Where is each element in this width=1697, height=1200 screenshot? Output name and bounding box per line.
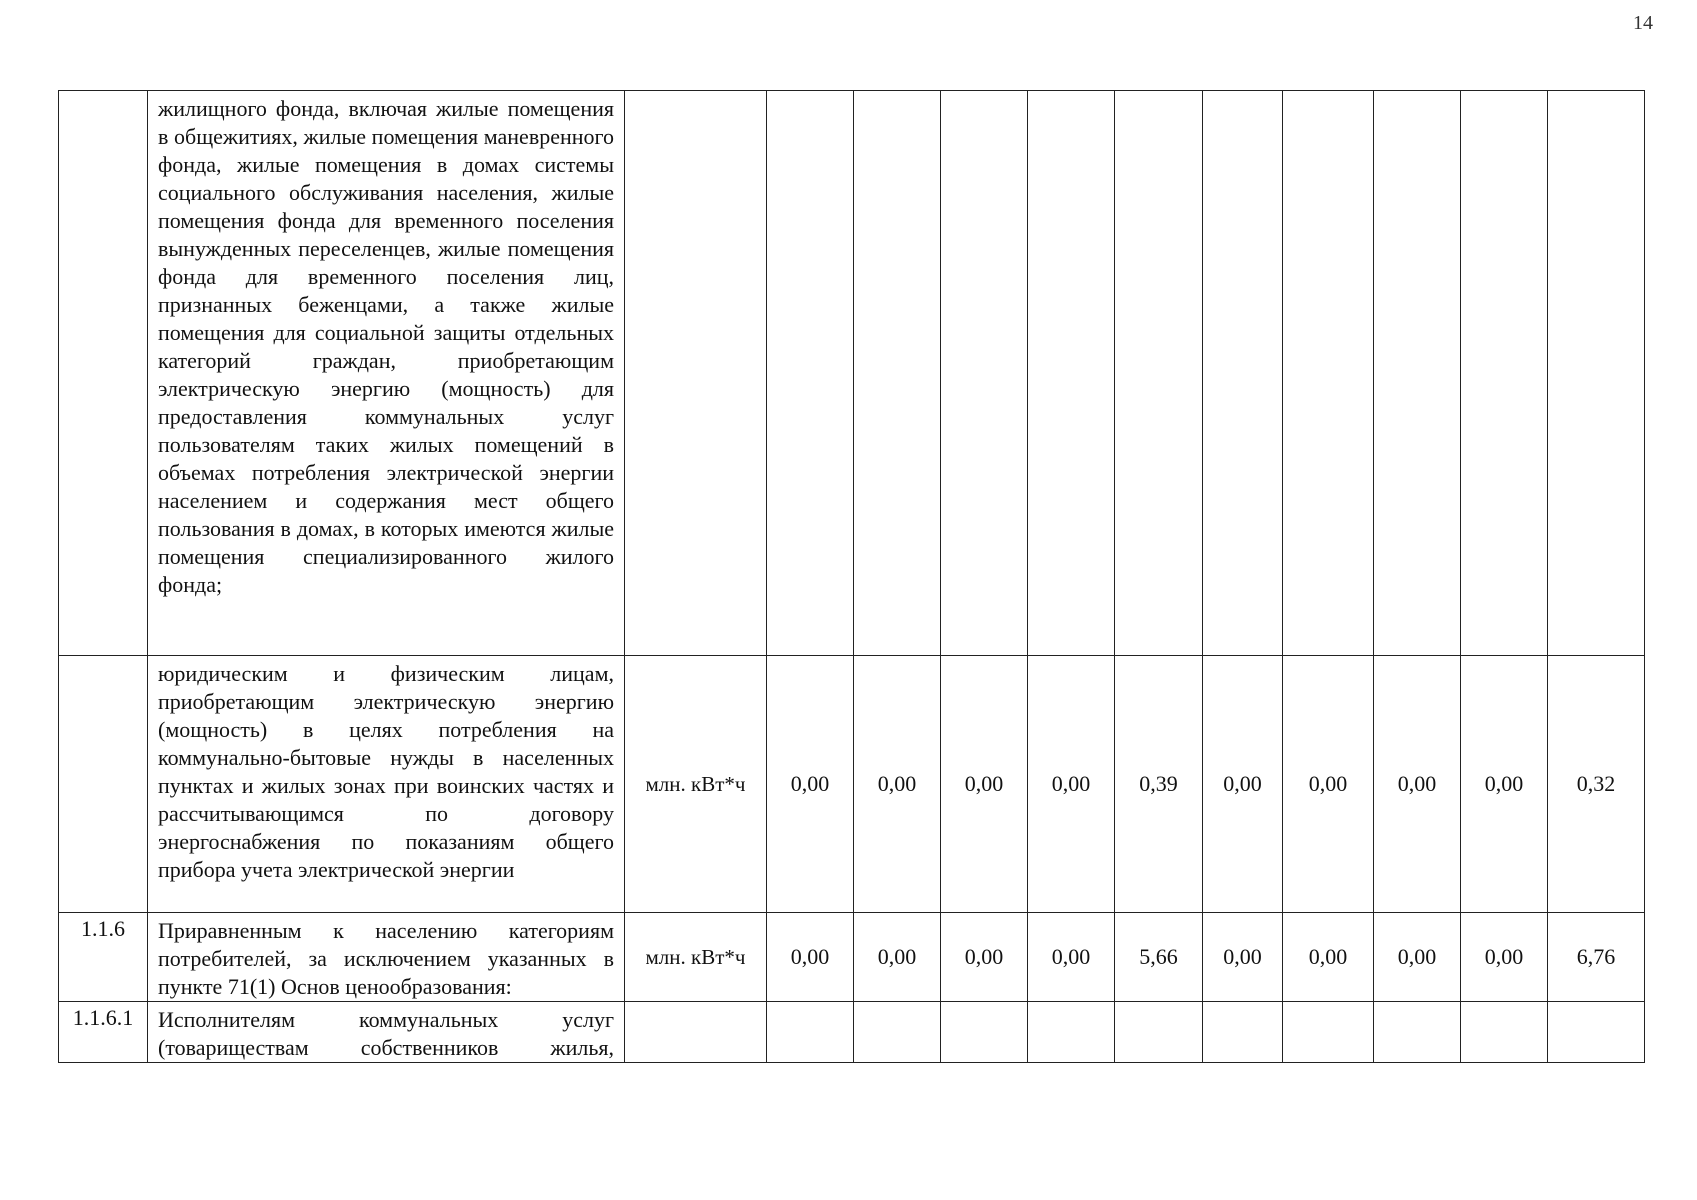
value-cell	[767, 91, 854, 656]
value-cell	[941, 1002, 1028, 1063]
value-cell: 0,00	[767, 656, 854, 913]
value-cell: 0,00	[854, 656, 941, 913]
value-cell	[941, 91, 1028, 656]
value-cell	[767, 1002, 854, 1063]
row-description: жилищного фонда, включая жилые помещения в общежитиях, жилые помещения маневренного фонда, жилые помещения в домах системы социального обслуживания населения, жилые помещения фонда для временного поселения вынужденных переселенцев, жилые помещения фонда для временного поселения лиц, признанных беженцами, а также жилые помещения для социальной защиты отдельных категорий граждан, приобретающим электрическую энергию (мощность) для предоставления коммунальных услуг пользователям таких жилых помещений в объемах потребления электрической энергии населением и содержания мест общего пользования в домах, в которых имеются жилые помещения специализированного жилого фонда;	[148, 91, 625, 656]
tariff-table	[58, 90, 1645, 1063]
value-cell	[1461, 1002, 1548, 1063]
row-number: 1.1.6	[59, 913, 148, 1002]
value-cell	[854, 91, 941, 656]
value-cell	[854, 1002, 941, 1063]
value-cell: 0,00	[941, 656, 1028, 913]
row-unit	[625, 91, 767, 656]
value-cell	[1548, 1002, 1645, 1063]
value-cell: 0,00	[1028, 913, 1115, 1002]
value-cell: 0,00	[854, 913, 941, 1002]
value-cell	[1028, 91, 1115, 656]
table-row	[59, 1002, 1645, 1063]
value-cell: 0,00	[941, 913, 1028, 1002]
value-cell	[1028, 1002, 1115, 1063]
table-row	[59, 656, 1645, 913]
value-cell: 0,00	[1461, 656, 1548, 913]
value-cell: 0,00	[1461, 913, 1548, 1002]
row-number: 1.1.6.1	[59, 1002, 148, 1063]
row-description: юридическим и физическим лицам, приобретающим электрическую энергию (мощность) в целях потребления на коммунально-бытовые нужды в населенных пунктах и жилых зонах при воинских частях и рассчитывающимся по договору энергоснабжения по показаниям общего прибора учета электрической энергии	[148, 656, 625, 913]
value-cell	[1374, 1002, 1461, 1063]
row-description: Исполнителям коммунальных услуг (товариществам собственников жилья,	[148, 1002, 625, 1063]
value-cell	[1283, 1002, 1374, 1063]
value-cell: 0,00	[1028, 656, 1115, 913]
row-number	[59, 656, 148, 913]
value-cell	[1115, 91, 1203, 656]
value-cell: 0,32	[1548, 656, 1645, 913]
value-cell: 6,76	[1548, 913, 1645, 1002]
value-cell: 0,00	[767, 913, 854, 1002]
value-cell: 0,00	[1374, 656, 1461, 913]
row-unit	[625, 1002, 767, 1063]
value-cell	[1461, 91, 1548, 656]
value-cell	[1548, 91, 1645, 656]
value-cell	[1203, 1002, 1283, 1063]
table-row	[59, 913, 1645, 1002]
row-unit: млн. кВт*ч	[625, 656, 767, 913]
value-cell: 0,00	[1283, 913, 1374, 1002]
value-cell	[1203, 91, 1283, 656]
row-unit: млн. кВт*ч	[625, 913, 767, 1002]
page-number: 14	[1633, 12, 1653, 34]
table-row	[59, 91, 1645, 656]
value-cell: 0,39	[1115, 656, 1203, 913]
row-description: Приравненным к населению категориям потребителей, за исключением указанных в пункте 71(1) Основ ценообразования:	[148, 913, 625, 1002]
value-cell: 0,00	[1283, 656, 1374, 913]
value-cell: 0,00	[1203, 656, 1283, 913]
value-cell: 0,00	[1203, 913, 1283, 1002]
value-cell	[1283, 91, 1374, 656]
value-cell: 0,00	[1374, 913, 1461, 1002]
value-cell: 5,66	[1115, 913, 1203, 1002]
row-number	[59, 91, 148, 656]
value-cell	[1115, 1002, 1203, 1063]
value-cell	[1374, 91, 1461, 656]
